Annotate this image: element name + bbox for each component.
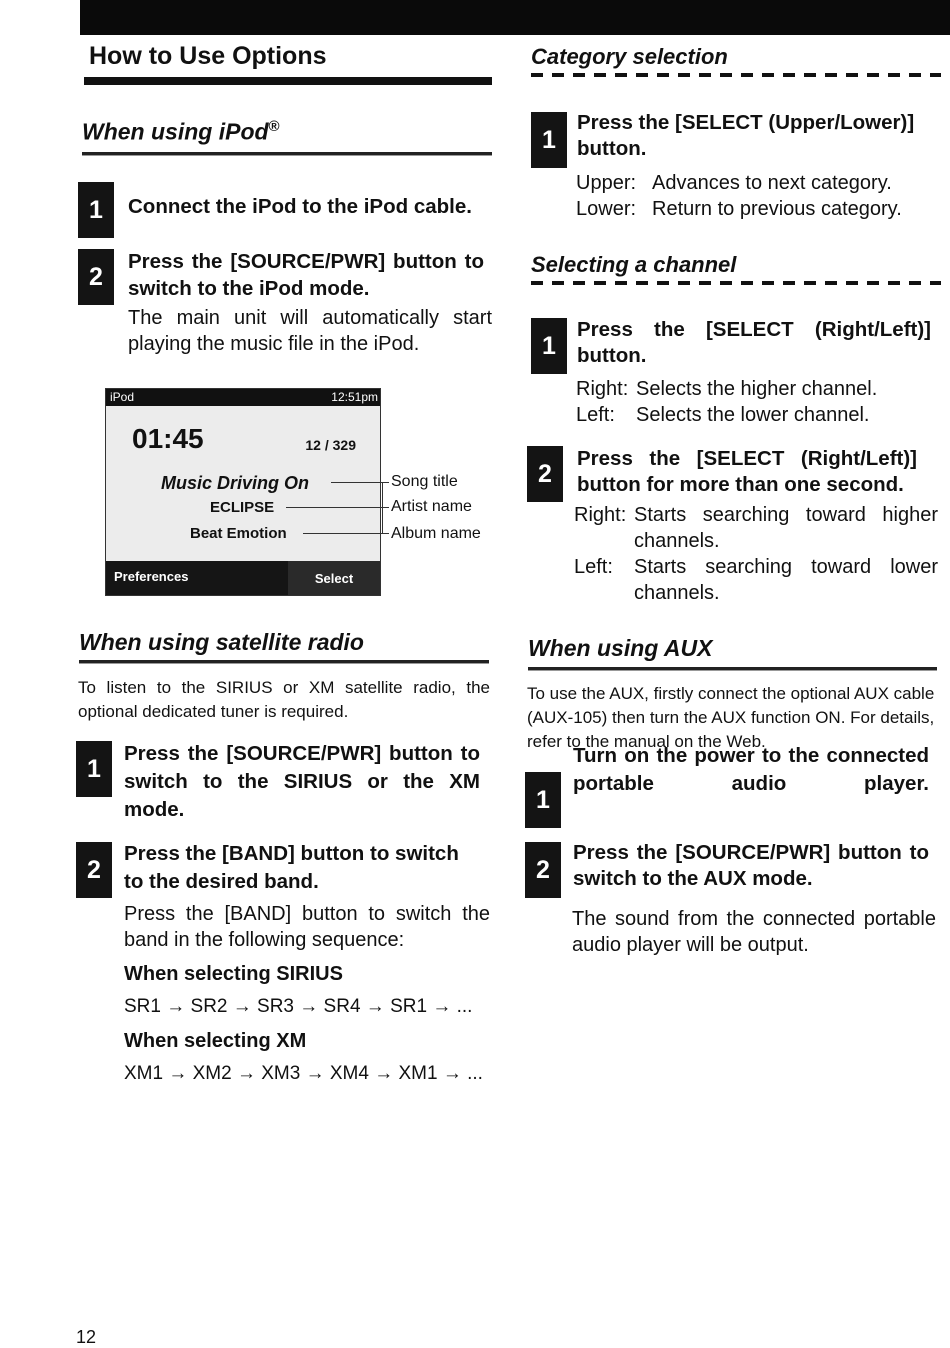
step-heading: Press the [BAND] button to switch to the desired band.: [124, 842, 459, 893]
track-count: 12 / 329: [305, 437, 356, 453]
aux-section-title: When using AUX: [528, 635, 713, 661]
dashed-rule: [531, 73, 941, 77]
display-header: [106, 389, 380, 406]
sirius-heading: When selecting SIRIUS: [124, 963, 343, 985]
song-title: Music Driving On: [161, 473, 310, 493]
callout-bracket: [382, 482, 383, 533]
step-body: The sound from the connected portable audio player will be output.: [572, 908, 936, 956]
section-rule: [82, 152, 492, 156]
ipod-display-figure: [105, 388, 381, 596]
page-number: 12: [76, 1327, 97, 1347]
step-heading: Press the [SOURCE/PWR] button to switch to the AUX mode.: [573, 841, 929, 890]
aux-intro: To use the AUX, firstly connect the optional AUX cable (AUX-105) then turn the AUX function ON. For details, refer to the manual on the Web.: [527, 684, 935, 751]
display-source: iPod: [110, 390, 135, 404]
song-callout-line: [331, 482, 389, 483]
section-rule: [79, 660, 489, 664]
header-bar: [80, 0, 950, 35]
callout-label: Album name: [391, 525, 481, 542]
option-row: Upper: Advances to next category.: [576, 172, 892, 194]
step-number: 1: [78, 182, 114, 238]
step-heading: Connect the iPod to the iPod cable.: [128, 195, 472, 218]
callout-label: Artist name: [391, 498, 472, 515]
page-title: How to Use Options: [89, 42, 327, 70]
step-body: The main unit will automatically start playing the music file in the iPod.: [128, 307, 492, 355]
callout-label: Song title: [391, 473, 458, 490]
option-label: Right:: [574, 504, 627, 526]
option-row: Right: Selects the higher channel.: [576, 378, 878, 400]
category-section-title: Category selection: [531, 44, 728, 69]
step-number: 2: [527, 446, 563, 502]
option-row: Left: Selects the lower channel.: [576, 404, 870, 426]
dashed-rule: [531, 281, 941, 285]
xm-sequence: XM1 → XM2 → XM3 → XM4 → XM1 → ...: [124, 1063, 483, 1084]
display-clock: 12:51pm: [331, 390, 378, 404]
select-softkey: Select: [288, 561, 380, 595]
elapsed-time: 01:45: [132, 423, 204, 454]
step-heading: Press the [SELECT (Right/Left)] button for more than one second.: [577, 447, 917, 496]
ipod-section-title: When using iPod®: [82, 118, 280, 145]
satellite-intro: To listen to the SIRIUS or XM satellite radio, the optional dedicated tuner is required.: [78, 678, 490, 721]
step-body: Press the [BAND] button to switch the band in the following sequence:: [124, 903, 490, 951]
artist-callout-line: [286, 507, 389, 508]
preferences-softkey: Preferences: [114, 569, 189, 584]
step-heading: Press the [SOURCE/PWR] button to switch to the SIRIUS or the XM mode.: [124, 742, 480, 821]
satellite-section-title: When using satellite radio: [79, 629, 364, 655]
option-label: Left:: [574, 556, 613, 578]
step-number: 1: [531, 112, 567, 168]
step-number: 2: [78, 249, 114, 305]
option-text: Starts searching toward lower channels.: [634, 556, 938, 604]
display-footer: [106, 561, 380, 595]
album-name: Beat Emotion: [190, 525, 287, 542]
artist-name: ECLIPSE: [210, 499, 275, 516]
step-number: 1: [525, 772, 561, 828]
step-number: 1: [531, 318, 567, 374]
option-text: Starts searching toward higher channels.: [634, 504, 938, 552]
step-heading: Turn on the power to the connected portable audio player.: [573, 744, 929, 795]
title-underline: [84, 77, 492, 85]
step-number: 1: [76, 741, 112, 797]
album-callout-line: [303, 533, 389, 534]
step-heading: Press the [SOURCE/PWR] button to switch to the iPod mode.: [128, 250, 484, 300]
step-heading: Press the [SELECT (Right/Left)] button.: [577, 318, 931, 367]
option-row: Lower: Return to previous category.: [576, 198, 902, 220]
xm-heading: When selecting XM: [124, 1030, 307, 1052]
channel-section-title: Selecting a channel: [531, 252, 737, 277]
step-number: 2: [76, 842, 112, 898]
step-heading: Press the [SELECT (Upper/Lower)] button.: [577, 111, 915, 160]
step-number: 2: [525, 842, 561, 898]
section-rule: [528, 667, 937, 671]
sirius-sequence: SR1 → SR2 → SR3 → SR4 → SR1 → ...: [124, 996, 473, 1017]
